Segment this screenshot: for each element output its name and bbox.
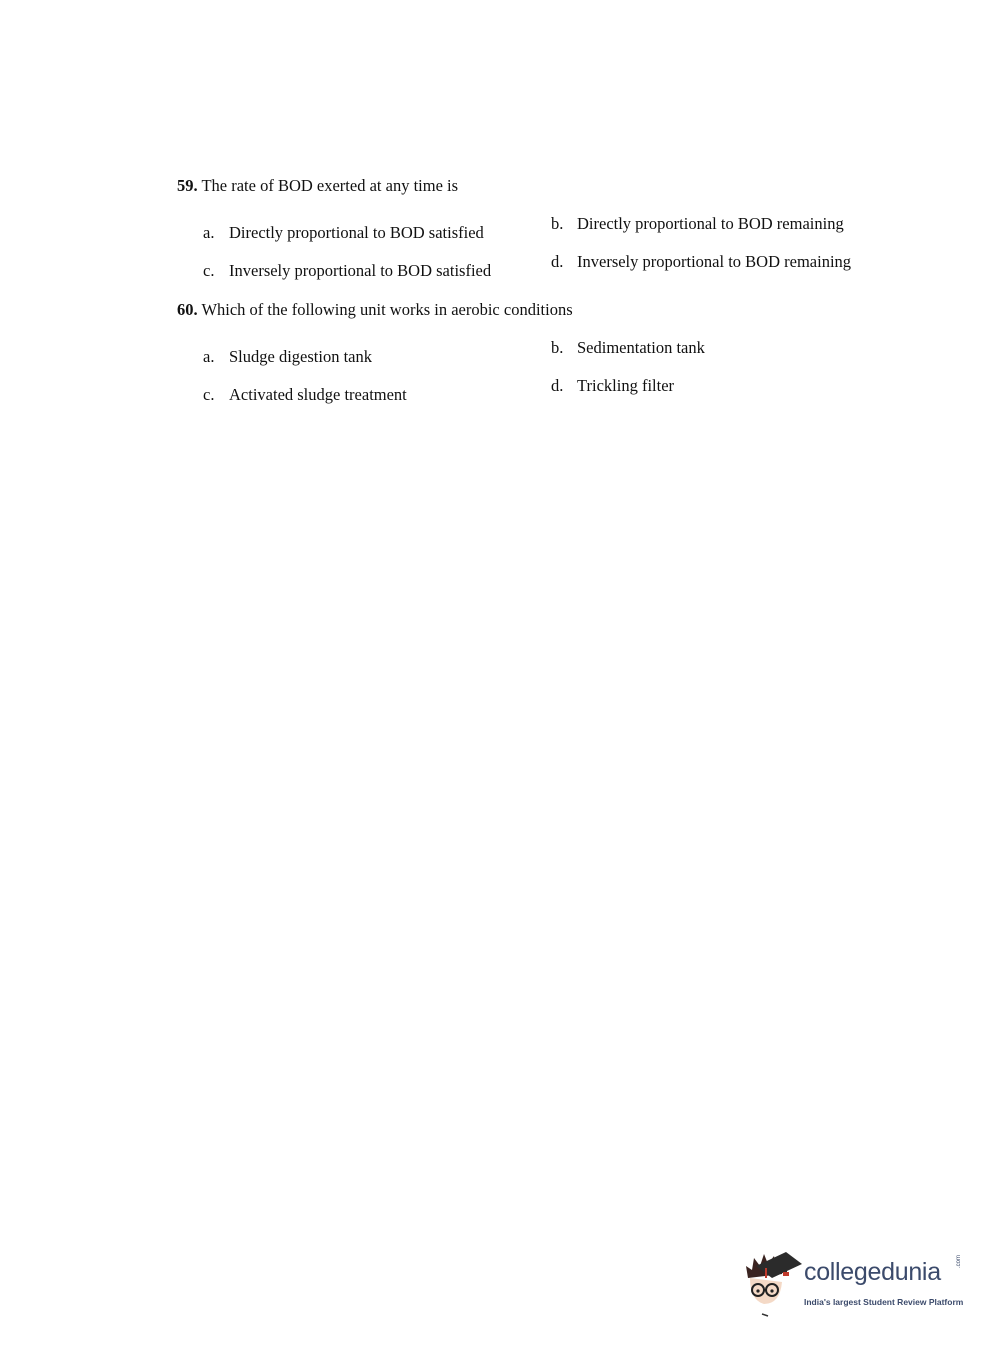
option-60-a [203, 347, 372, 367]
question-number: 59. [177, 176, 198, 195]
option-59-c [203, 261, 491, 281]
question-number: 60. [177, 300, 198, 319]
mascot-icon [742, 1248, 804, 1320]
option-text: Sludge digestion tank [229, 347, 372, 366]
option-59-a [203, 223, 484, 243]
option-letter: b. [551, 338, 564, 357]
option-letter: a. [203, 347, 215, 366]
option-text: Trickling filter [577, 376, 675, 395]
collegedunia-logo [742, 1248, 972, 1320]
option-text: Inversely proportional to BOD remaining [577, 252, 852, 271]
option-text: Directly proportional to BOD remaining [577, 214, 844, 233]
question-text: The rate of BOD exerted at any time is [201, 176, 459, 195]
brand-tagline: India's largest Student Review Platform [804, 1297, 964, 1307]
question-59 [177, 176, 458, 196]
option-letter: d. [551, 252, 564, 271]
option-text: Inversely proportional to BOD satisfied [229, 261, 492, 280]
option-text: Sedimentation tank [577, 338, 705, 357]
option-60-d [551, 376, 674, 396]
option-letter: a. [203, 223, 215, 242]
option-letter: c. [203, 385, 215, 404]
brand-domain-suffix: .com [956, 1254, 962, 1268]
option-59-b [551, 214, 844, 234]
option-text: Activated sludge treatment [229, 385, 407, 404]
option-letter: d. [551, 376, 564, 395]
option-letter: b. [551, 214, 564, 233]
option-letter: c. [203, 261, 215, 280]
question-text: Which of the following unit works in aerobic conditions [201, 300, 573, 319]
option-60-c [203, 385, 407, 405]
option-text: Directly proportional to BOD satisfied [229, 223, 484, 242]
option-60-b [551, 338, 705, 358]
question-60 [177, 300, 573, 320]
brand-name: collegedunia [804, 1258, 941, 1286]
option-59-d [551, 252, 851, 272]
